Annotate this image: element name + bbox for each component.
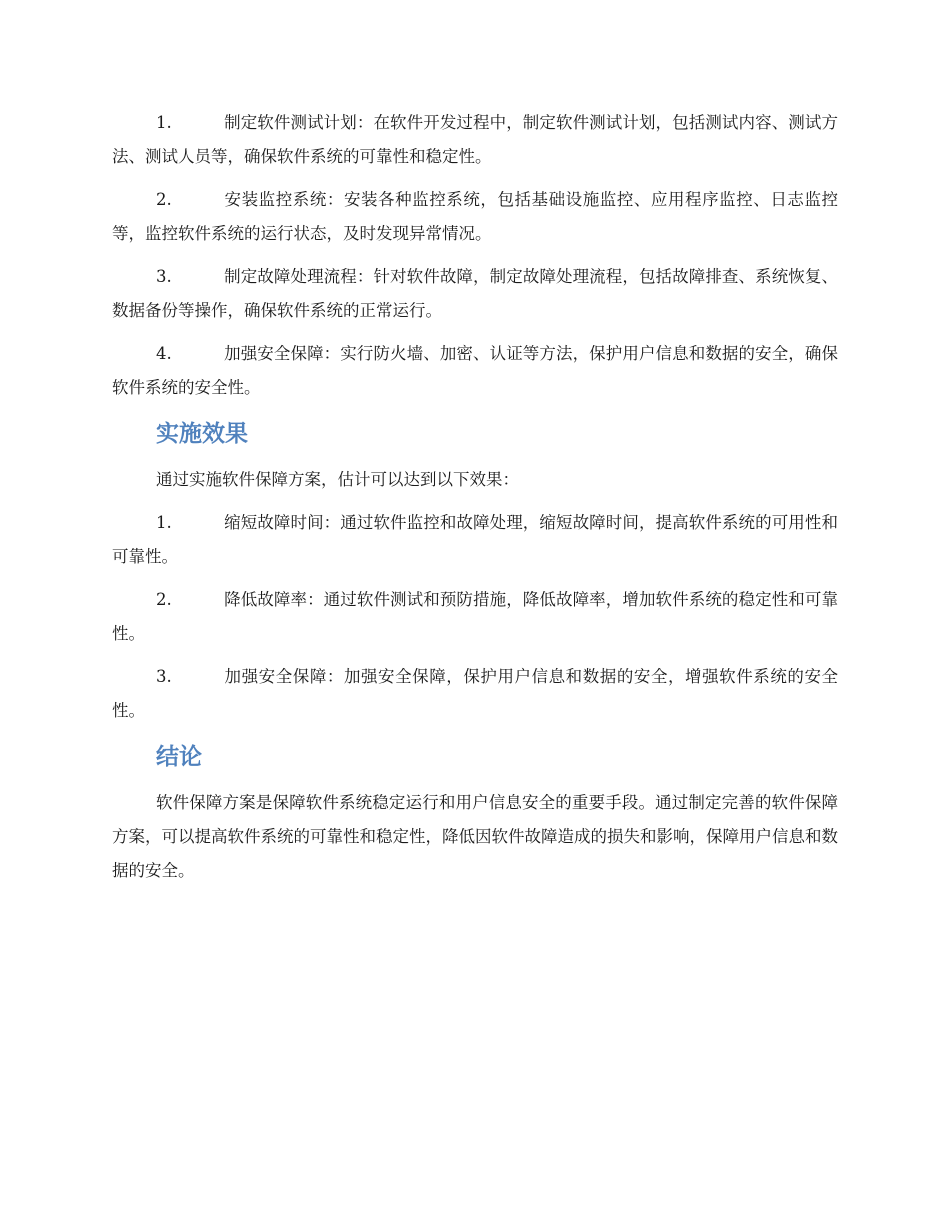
- list-item: [112, 506, 838, 574]
- section-heading-conclusion: 结论: [156, 744, 202, 770]
- list-item-number: 1.: [156, 113, 172, 132]
- section-heading-effects: 实施效果: [156, 421, 248, 447]
- list-item: [112, 660, 838, 728]
- list-item-text: 制定软件测试计划：在软件开发过程中，制定软件测试计划，包括测试内容、测试方法、测试人员等，确保软件系统的可靠性和稳定性。: [112, 113, 838, 166]
- document-body: [112, 106, 838, 897]
- list-item-text: 安装监控系统：安装各种监控系统，包括基础设施监控、应用程序监控、日志监控等，监控软件系统的运行状态，及时发现异常情况。: [112, 190, 838, 243]
- list-item-number: 4.: [156, 344, 172, 363]
- list-item: [112, 183, 838, 251]
- list-item: [112, 106, 838, 174]
- list-item-text: 降低故障率：通过软件测试和预防措施，降低故障率，增加软件系统的稳定性和可靠性。: [112, 590, 838, 643]
- list-item-text: 加强安全保障：加强安全保障，保护用户信息和数据的安全，增强软件系统的安全性。: [112, 667, 838, 720]
- list-item: [112, 337, 838, 405]
- list-item-number: 2.: [156, 190, 172, 209]
- list-item: [112, 583, 838, 651]
- list-item: [112, 260, 838, 328]
- list-item-text: 缩短故障时间：通过软件监控和故障处理，缩短故障时间，提高软件系统的可用性和可靠性。: [112, 513, 838, 566]
- list-item-text: 加强安全保障：实行防火墙、加密、认证等方法，保护用户信息和数据的安全，确保软件系统的安全性。: [112, 344, 838, 397]
- effects-intro-paragraph: 通过实施软件保障方案，估计可以达到以下效果：: [156, 470, 519, 489]
- list-item-text: 制定故障处理流程：针对软件故障，制定故障处理流程，包括故障排查、系统恢复、数据备份等操作，确保软件系统的正常运行。: [112, 267, 838, 320]
- list-item-number: 1.: [156, 513, 172, 532]
- list-item-number: 3.: [156, 667, 172, 686]
- list-item-number: 3.: [156, 267, 172, 286]
- conclusion-paragraph: 软件保障方案是保障软件系统稳定运行和用户信息安全的重要手段。通过制定完善的软件保障方案，可以提高软件系统的可靠性和稳定性，降低因软件故障造成的损失和影响，保障用户信息和数据的安全。: [112, 793, 838, 880]
- list-item-number: 2.: [156, 590, 172, 609]
